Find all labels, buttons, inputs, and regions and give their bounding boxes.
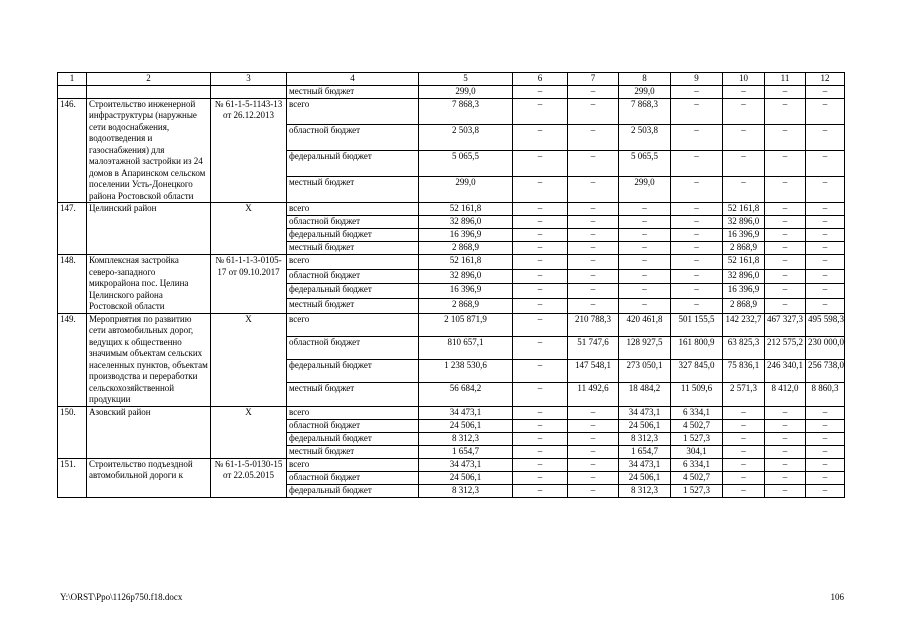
value-cell: – [806, 269, 845, 284]
value-cell: – [806, 216, 845, 229]
value-cell: 299,0 [419, 176, 513, 202]
column-number: 5 [419, 73, 513, 86]
value-cell: – [568, 150, 619, 176]
budget-type: областной бюджет [287, 336, 419, 359]
value-cell: – [806, 432, 845, 445]
value-cell: – [513, 432, 568, 445]
column-number: 10 [723, 73, 765, 86]
budget-type: местный бюджет [287, 176, 419, 202]
value-cell: – [723, 471, 765, 484]
value-cell: – [671, 284, 723, 299]
value-cell: – [513, 406, 568, 419]
value-cell: – [671, 203, 723, 216]
value-cell: – [806, 445, 845, 458]
value-cell: 8 412,0 [765, 383, 806, 406]
value-cell: – [568, 203, 619, 216]
value-cell: 24 506,1 [419, 419, 513, 432]
value-cell: – [513, 269, 568, 284]
value-cell: – [671, 150, 723, 176]
value-cell: – [765, 242, 806, 255]
value-cell: – [513, 445, 568, 458]
value-cell: – [723, 406, 765, 419]
value-cell: 210 788,3 [568, 313, 619, 336]
value-cell: 34 473,1 [419, 406, 513, 419]
value-cell: 501 155,5 [671, 313, 723, 336]
value-cell: – [723, 124, 765, 150]
value-cell: 1 238 530,6 [419, 360, 513, 383]
budget-type: всего [287, 98, 419, 124]
budget-type: всего [287, 458, 419, 471]
value-cell: – [568, 432, 619, 445]
value-cell: – [765, 419, 806, 432]
object-name: Мероприятия по развитию сети автомобильных дорог, ведущих к общественно значимым объектам сельских населенных пунктов, объектам производства и переработки сельскохозяйственной продукции [87, 313, 211, 406]
value-cell: – [723, 419, 765, 432]
budget-type: федеральный бюджет [287, 484, 419, 497]
value-cell: 273 050,1 [619, 360, 671, 383]
value-cell: 16 396,9 [419, 229, 513, 242]
value-cell: – [765, 298, 806, 313]
budget-type: федеральный бюджет [287, 360, 419, 383]
value-cell: 34 473,1 [619, 406, 671, 419]
value-cell: – [619, 298, 671, 313]
table-body [58, 73, 845, 498]
column-number: 7 [568, 73, 619, 86]
value-cell: – [513, 150, 568, 176]
value-cell: – [765, 458, 806, 471]
value-cell: – [568, 298, 619, 313]
budget-table [57, 72, 845, 498]
value-cell: – [806, 242, 845, 255]
value-cell: – [513, 216, 568, 229]
value-cell: – [619, 255, 671, 270]
value-cell: 1 527,3 [671, 432, 723, 445]
row-number: 148. [58, 255, 87, 314]
value-cell: – [513, 85, 568, 98]
document-ref: № 61-1-5-0130-15 от 22.05.2015 [211, 458, 287, 497]
value-cell: – [671, 176, 723, 202]
value-cell: 8 312,3 [419, 432, 513, 445]
row-number: 150. [58, 406, 87, 458]
budget-type: областной бюджет [287, 419, 419, 432]
document-ref: Х [211, 313, 287, 406]
value-cell: – [513, 298, 568, 313]
document-ref: № 61-1-5-1143-13 от 26.12.2013 [211, 98, 287, 203]
value-cell: 246 340,1 [765, 360, 806, 383]
table-row [58, 203, 845, 216]
value-cell: – [806, 298, 845, 313]
value-cell: – [723, 458, 765, 471]
column-number: 4 [287, 73, 419, 86]
value-cell: – [513, 255, 568, 270]
value-cell: 6 334,1 [671, 406, 723, 419]
value-cell: 2 503,8 [619, 124, 671, 150]
value-cell: – [568, 269, 619, 284]
value-cell: – [723, 150, 765, 176]
value-cell: 1 527,3 [671, 484, 723, 497]
value-cell: 420 461,8 [619, 313, 671, 336]
value-cell: – [568, 229, 619, 242]
value-cell: 11 509,6 [671, 383, 723, 406]
budget-type: федеральный бюджет [287, 150, 419, 176]
value-cell: 24 506,1 [619, 419, 671, 432]
value-cell: – [723, 445, 765, 458]
value-cell: – [568, 458, 619, 471]
value-cell: – [671, 229, 723, 242]
budget-type: федеральный бюджет [287, 284, 419, 299]
value-cell: – [723, 98, 765, 124]
value-cell: – [806, 471, 845, 484]
value-cell: – [513, 360, 568, 383]
value-cell: – [568, 242, 619, 255]
value-cell: – [513, 229, 568, 242]
value-cell: 52 161,8 [419, 203, 513, 216]
table-row [58, 458, 845, 471]
value-cell: 2 571,3 [723, 383, 765, 406]
column-number: 3 [211, 73, 287, 86]
value-cell: 467 327,3 [765, 313, 806, 336]
value-cell: – [723, 484, 765, 497]
value-cell: 8 860,3 [806, 383, 845, 406]
value-cell: – [568, 406, 619, 419]
value-cell: 32 896,0 [419, 269, 513, 284]
value-cell: – [671, 85, 723, 98]
value-cell: – [765, 255, 806, 270]
row-number-cell [58, 85, 87, 98]
value-cell: 8 312,3 [619, 484, 671, 497]
value-cell: – [765, 406, 806, 419]
value-cell: 32 896,0 [723, 269, 765, 284]
value-cell: – [806, 406, 845, 419]
budget-type: местный бюджет [287, 298, 419, 313]
value-cell: – [765, 229, 806, 242]
value-cell: 212 575,2 [765, 336, 806, 359]
object-name: Азовский район [87, 406, 211, 458]
value-cell: 230 000,0 [806, 336, 845, 359]
value-cell: – [513, 124, 568, 150]
value-cell: – [513, 336, 568, 359]
header-row [58, 73, 845, 86]
document-ref: Х [211, 406, 287, 458]
value-cell: – [765, 216, 806, 229]
value-cell: – [513, 242, 568, 255]
value-cell: 51 747,6 [568, 336, 619, 359]
value-cell: – [619, 242, 671, 255]
row-number: 146. [58, 98, 87, 203]
value-cell: – [806, 176, 845, 202]
continuation-row [58, 85, 845, 98]
column-number: 8 [619, 73, 671, 86]
value-cell: 52 161,8 [723, 203, 765, 216]
value-cell: 2 868,9 [723, 242, 765, 255]
value-cell: – [806, 85, 845, 98]
value-cell: 1 654,7 [419, 445, 513, 458]
value-cell: 128 927,5 [619, 336, 671, 359]
value-cell: 34 473,1 [419, 458, 513, 471]
value-cell: 7 868,3 [419, 98, 513, 124]
column-number: 1 [58, 73, 87, 86]
value-cell: 8 312,3 [419, 484, 513, 497]
value-cell: – [619, 284, 671, 299]
budget-type: областной бюджет [287, 216, 419, 229]
value-cell: – [568, 85, 619, 98]
value-cell: 16 396,9 [419, 284, 513, 299]
table-row [58, 255, 845, 270]
budget-type: местный бюджет [287, 383, 419, 406]
object-name: Целинский район [87, 203, 211, 255]
value-cell: – [513, 98, 568, 124]
value-cell: – [513, 176, 568, 202]
value-cell: 299,0 [419, 85, 513, 98]
table-row [58, 313, 845, 336]
budget-type: федеральный бюджет [287, 432, 419, 445]
column-number: 6 [513, 73, 568, 86]
budget-type: областной бюджет [287, 124, 419, 150]
value-cell: 256 738,0 [806, 360, 845, 383]
value-cell: – [568, 255, 619, 270]
value-cell: – [806, 419, 845, 432]
value-cell: – [671, 269, 723, 284]
value-cell: – [671, 255, 723, 270]
value-cell: – [568, 284, 619, 299]
value-cell: – [806, 124, 845, 150]
value-cell: – [765, 98, 806, 124]
value-cell: 810 657,1 [419, 336, 513, 359]
value-cell: – [806, 484, 845, 497]
object-name: Строительство инженерной инфраструктуры (наружные сети водоснабжения, водоотведения и газоснабжения) для малоэтажной застройки из 24 домов в Апаринском сельском поселении Усть-Донецкого района Ростовской области [87, 98, 211, 203]
object-name: Строительство подъездной автомобильной дороги к [87, 458, 211, 497]
value-cell: – [671, 242, 723, 255]
value-cell: 142 232,7 [723, 313, 765, 336]
value-cell: – [513, 458, 568, 471]
value-cell: 161 800,9 [671, 336, 723, 359]
value-cell: 5 065,5 [419, 150, 513, 176]
value-cell: 304,1 [671, 445, 723, 458]
value-cell: – [513, 471, 568, 484]
value-cell: 299,0 [619, 176, 671, 202]
value-cell: – [765, 432, 806, 445]
budget-type: федеральный бюджет [287, 229, 419, 242]
value-cell: – [765, 284, 806, 299]
file-path: Y:\ORST\Ppo\1126p750.f18.docx [60, 592, 183, 602]
budget-type: всего [287, 255, 419, 270]
value-cell: 52 161,8 [419, 255, 513, 270]
budget-type: областной бюджет [287, 471, 419, 484]
value-cell: 32 896,0 [419, 216, 513, 229]
value-cell: 2 868,9 [723, 298, 765, 313]
value-cell: 4 502,7 [671, 471, 723, 484]
value-cell: – [568, 419, 619, 432]
value-cell: – [806, 255, 845, 270]
value-cell: 56 684,2 [419, 383, 513, 406]
value-cell: – [568, 471, 619, 484]
value-cell: 5 065,5 [619, 150, 671, 176]
value-cell: – [806, 284, 845, 299]
value-cell: – [806, 229, 845, 242]
budget-type: всего [287, 313, 419, 336]
value-cell: – [806, 458, 845, 471]
budget-type: местный бюджет [287, 85, 419, 98]
value-cell: 7 868,3 [619, 98, 671, 124]
budget-type: всего [287, 406, 419, 419]
value-cell: – [619, 269, 671, 284]
value-cell: – [568, 445, 619, 458]
column-number: 2 [87, 73, 211, 86]
value-cell: – [671, 216, 723, 229]
value-cell: – [765, 471, 806, 484]
value-cell: 2 868,9 [419, 242, 513, 255]
value-cell: 34 473,1 [619, 458, 671, 471]
value-cell: 24 506,1 [619, 471, 671, 484]
value-cell: 2 503,8 [419, 124, 513, 150]
value-cell: 299,0 [619, 85, 671, 98]
name-cell [87, 85, 211, 98]
value-cell: – [765, 269, 806, 284]
value-cell: 6 334,1 [671, 458, 723, 471]
value-cell: 16 396,9 [723, 284, 765, 299]
value-cell: – [568, 98, 619, 124]
value-cell: 32 896,0 [723, 216, 765, 229]
value-cell: – [765, 124, 806, 150]
document-ref: № 61-1-1-3-0105-17 от 09.10.2017 [211, 255, 287, 314]
value-cell: 1 654,7 [619, 445, 671, 458]
value-cell: 18 484,2 [619, 383, 671, 406]
table-row [58, 406, 845, 419]
column-number: 11 [765, 73, 806, 86]
value-cell: – [513, 313, 568, 336]
value-cell: – [568, 216, 619, 229]
value-cell: – [513, 383, 568, 406]
value-cell: – [671, 124, 723, 150]
value-cell: – [806, 150, 845, 176]
document-cell [211, 85, 287, 98]
value-cell: – [568, 124, 619, 150]
value-cell: 24 506,1 [419, 471, 513, 484]
value-cell: 75 836,1 [723, 360, 765, 383]
budget-type: местный бюджет [287, 242, 419, 255]
object-name: Комплексная застройка северо-западного микрорайона пос. Целина Целинского района Ростовской области [87, 255, 211, 314]
table-row [58, 98, 845, 124]
value-cell: – [513, 284, 568, 299]
value-cell: – [765, 484, 806, 497]
value-cell: 11 492,6 [568, 383, 619, 406]
budget-type: всего [287, 203, 419, 216]
column-number: 9 [671, 73, 723, 86]
value-cell: – [568, 484, 619, 497]
value-cell: 2 105 871,9 [419, 313, 513, 336]
page-number: 106 [830, 592, 844, 602]
value-cell: – [723, 176, 765, 202]
document-ref: Х [211, 203, 287, 255]
value-cell: 63 825,3 [723, 336, 765, 359]
value-cell: – [765, 203, 806, 216]
value-cell: – [619, 229, 671, 242]
value-cell: – [619, 216, 671, 229]
value-cell: – [765, 445, 806, 458]
value-cell: 2 868,9 [419, 298, 513, 313]
value-cell: – [765, 85, 806, 98]
row-number: 149. [58, 313, 87, 406]
row-number: 151. [58, 458, 87, 497]
column-number: 12 [806, 73, 845, 86]
value-cell: – [568, 176, 619, 202]
value-cell: – [765, 150, 806, 176]
budget-type: местный бюджет [287, 445, 419, 458]
value-cell: 4 502,7 [671, 419, 723, 432]
value-cell: 327 845,0 [671, 360, 723, 383]
value-cell: 495 598,3 [806, 313, 845, 336]
row-number: 147. [58, 203, 87, 255]
value-cell: 147 548,1 [568, 360, 619, 383]
value-cell: 52 161,8 [723, 255, 765, 270]
value-cell: – [513, 484, 568, 497]
value-cell: – [671, 98, 723, 124]
value-cell: – [671, 298, 723, 313]
value-cell: – [806, 203, 845, 216]
value-cell: 16 396,9 [723, 229, 765, 242]
value-cell: 8 312,3 [619, 432, 671, 445]
value-cell: – [619, 203, 671, 216]
value-cell: – [513, 203, 568, 216]
value-cell: – [723, 432, 765, 445]
value-cell: – [806, 98, 845, 124]
value-cell: – [723, 85, 765, 98]
budget-type: областной бюджет [287, 269, 419, 284]
value-cell: – [765, 176, 806, 202]
value-cell: – [513, 419, 568, 432]
